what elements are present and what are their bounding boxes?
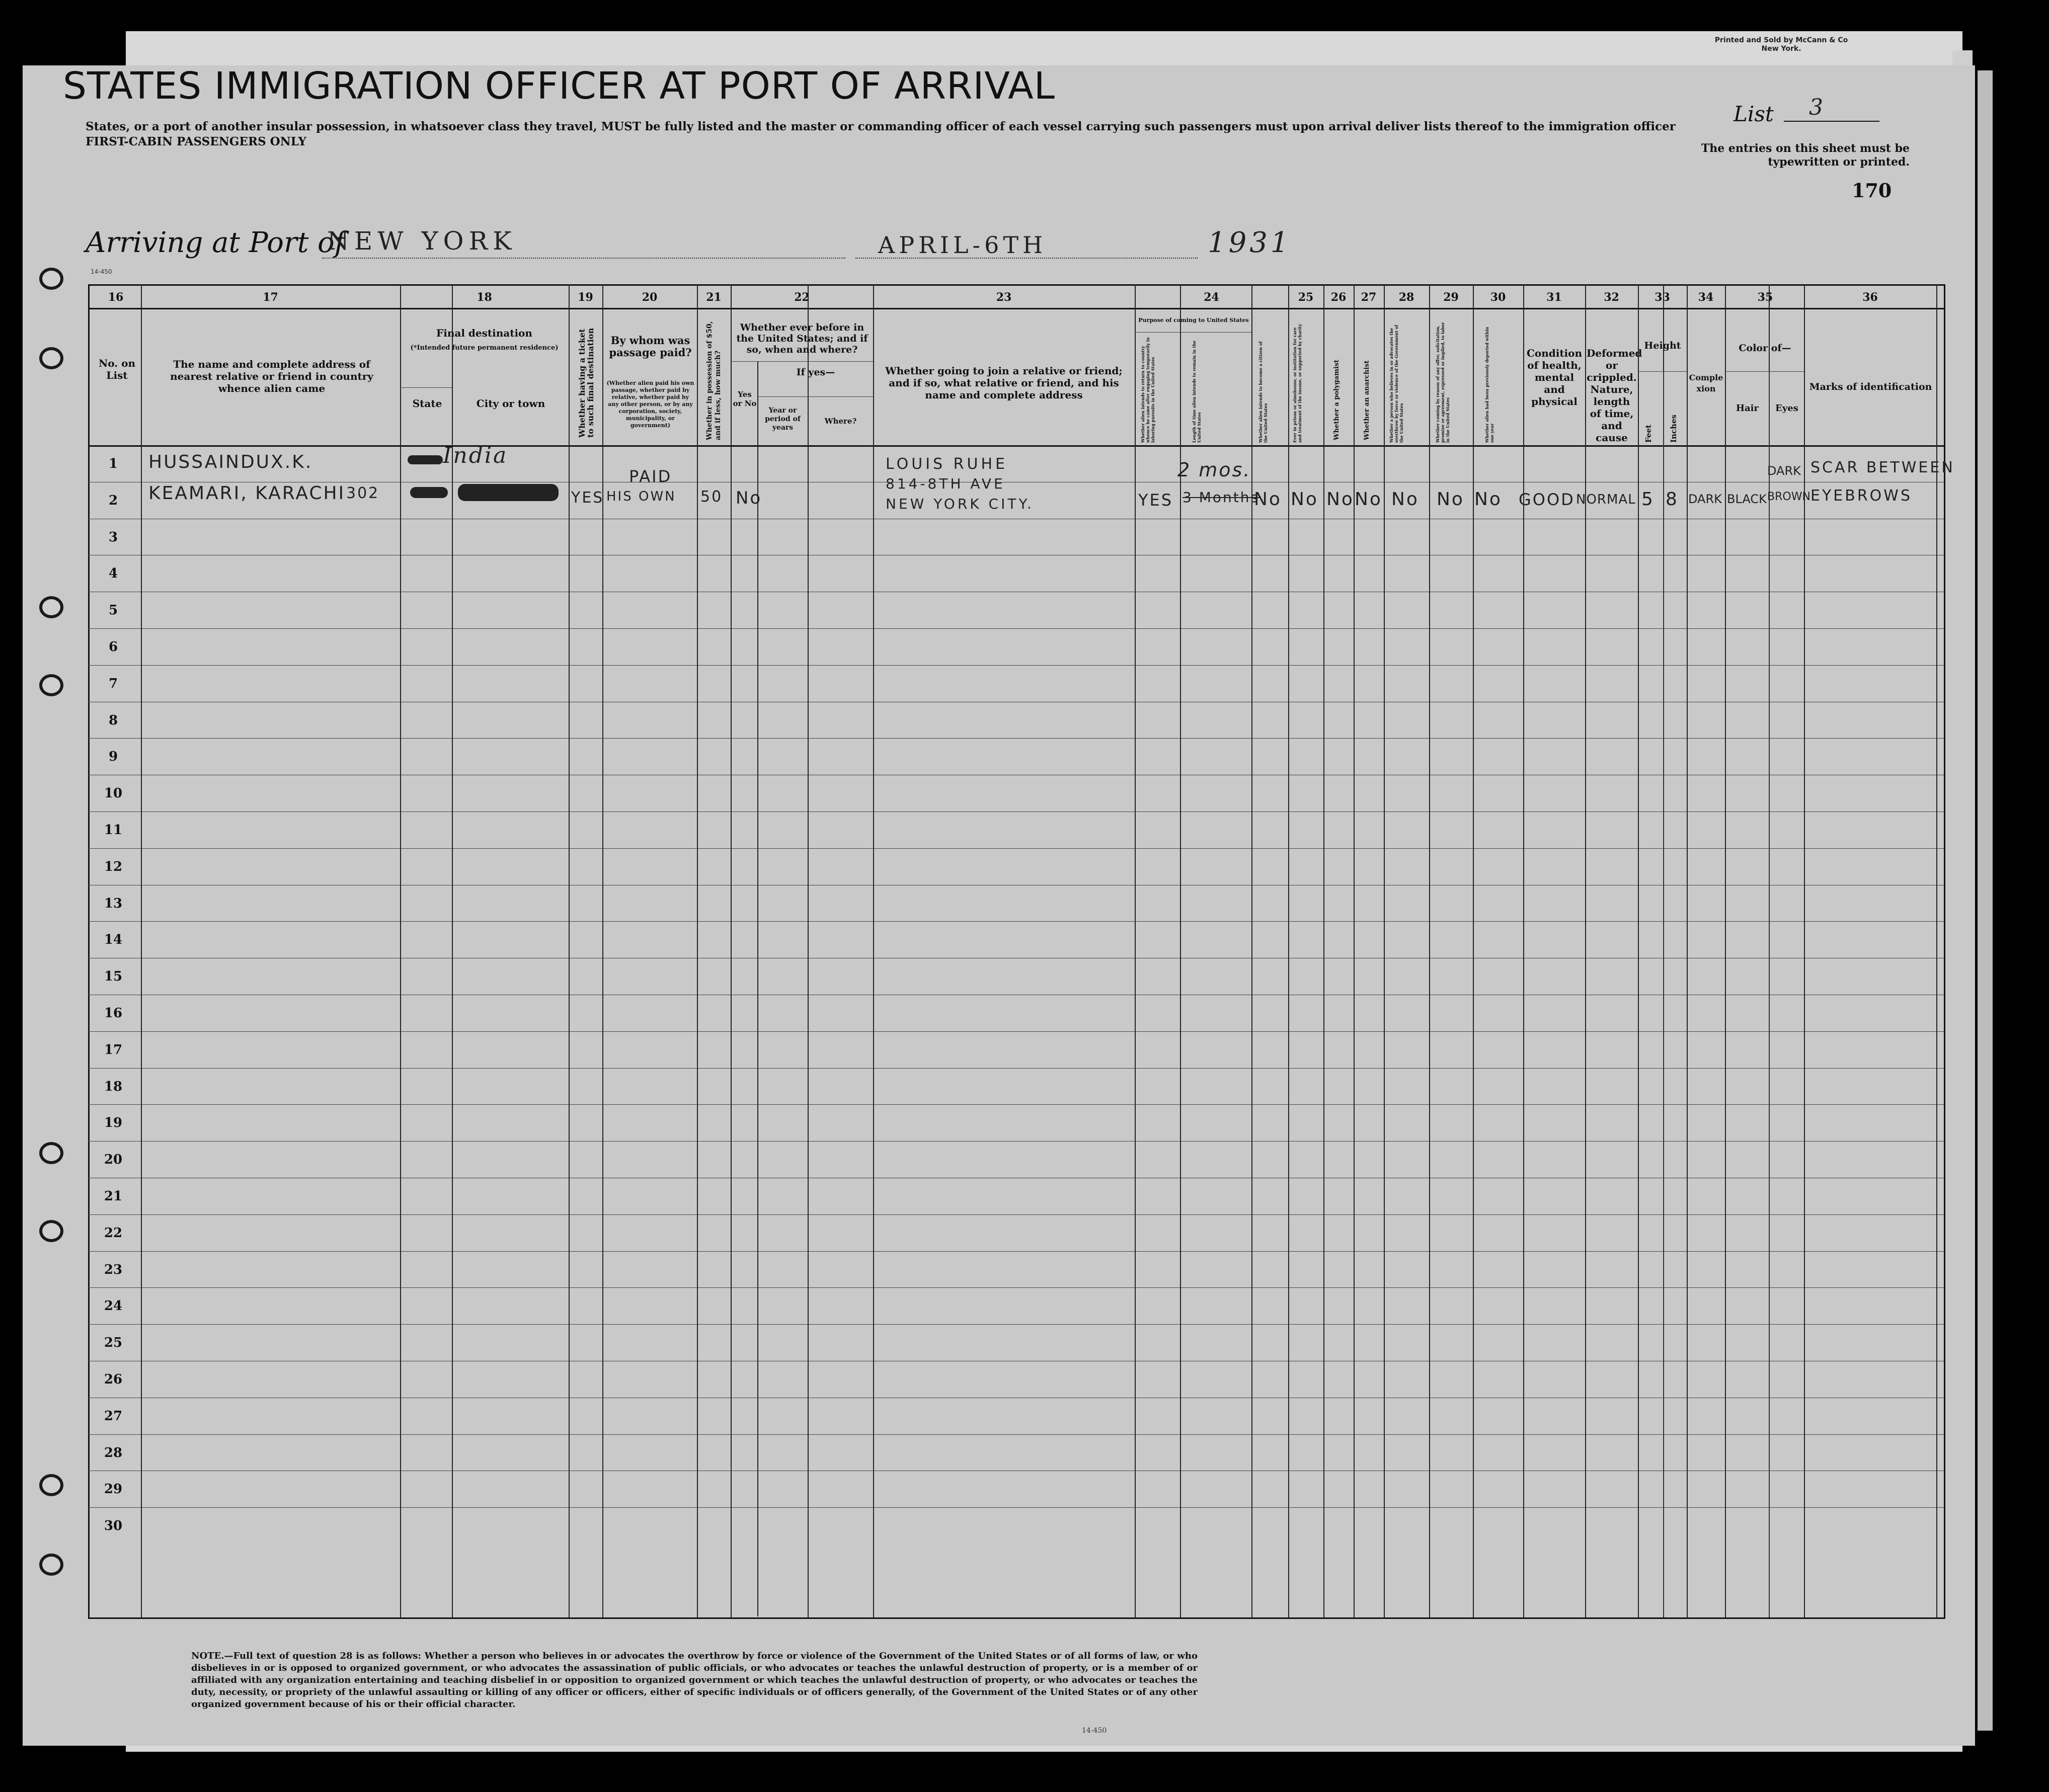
col-divider [1135,284,1136,1617]
arriving-label: Arriving at Port of [86,226,345,259]
header-yes-no: Yes or No [733,390,757,408]
header-color-of: Color of— [1739,343,1791,354]
entry-money: 50 [700,488,723,506]
header-before-us: Whether ever before in the United States; and if so, when and where? [736,322,868,355]
entry-marks-line2: EYEBROWS [1810,487,1912,505]
column-number: 25 [1298,291,1314,304]
col-divider [1384,284,1385,1617]
row-rule [88,1104,1944,1105]
header-purpose-b: Length of time alien intends to remain in the United States [1192,340,1202,443]
row-number: 17 [104,1042,123,1057]
row-number: 2 [108,493,118,508]
row-number: 19 [104,1115,123,1131]
header-final-destination-note: (*Intended future permanent residence) [410,344,559,352]
col-divider [1180,284,1181,1617]
col-divider [1638,284,1639,1617]
column-number: 33 [1654,291,1670,304]
col-divider [808,284,809,1617]
entry-purpose-return: YES [1138,491,1173,510]
row-number: 20 [104,1152,123,1168]
row-rule [88,1251,1944,1252]
entry-length-stay-struck: 3 Months [1183,489,1260,506]
subhead-rule [1725,371,1805,372]
date-dotted-line [855,258,1198,259]
header-where: Where? [824,417,857,426]
footer-form-code: 14-450 [1082,1727,1107,1735]
strikeout [410,487,448,498]
entry-feet: 5 [1641,489,1654,510]
page-number: 170 [1852,179,1892,202]
row-rule [88,1507,1944,1508]
row-number: 18 [104,1079,123,1094]
row-number: 10 [104,786,123,801]
row-rule [88,848,1944,849]
row-rule [88,1287,1944,1288]
entry-before-us: No [736,488,762,508]
list-label: List [1733,102,1774,126]
row-rule [88,665,1944,666]
col-divider [1473,284,1474,1617]
binder-hole [39,347,63,369]
col-divider [1251,284,1252,1617]
column-number: 23 [996,291,1012,304]
passenger-class: FIRST-CABIN PASSENGERS ONLY [86,135,306,148]
header-marks: Marks of identification [1809,381,1932,392]
header-ticket: Whether having a ticket to such final destination [577,328,595,438]
column-number: 34 [1698,291,1714,304]
column-number: 35 [1757,291,1773,304]
row-number: 11 [104,823,123,838]
entry-joining-name: LOUIS RUHE [886,455,1008,473]
row-rule [88,1214,1944,1215]
typewritten-note: The entries on this sheet must be typewritten or printed. [1701,142,1910,169]
header-rule [88,308,1944,309]
row-number: 30 [104,1518,123,1534]
column-number: 31 [1546,291,1562,304]
arrival-year: 1931 [1208,226,1292,259]
row-number: 21 [104,1189,123,1204]
col-divider [697,284,698,1617]
binder-hole [39,1554,63,1576]
row-number: 27 [104,1408,123,1424]
column-number: 22 [794,291,810,304]
binder-hole [39,1220,63,1242]
entry-paid: PAID [629,467,672,486]
header-description: States, or a port of another insular possession, in whatsoever class they travel, MUST be fully listed and the master or commanding officer of each vessel carrying such passengers must upon arrival deliver lists thereof to the immigration officer [86,120,1676,133]
column-number: 19 [578,291,593,304]
row-number: 22 [104,1225,123,1241]
binder-hole [39,1474,63,1496]
column-number: 36 [1862,291,1878,304]
binder-hole [39,268,63,290]
header-polygamist: Whether a polygamist [1333,359,1341,440]
header-purpose-c: Whether alien intends to become a citizen of the United States [1258,341,1268,443]
header-city: City or town [476,397,545,410]
row-number: 29 [104,1482,123,1497]
entry-q29: No [1437,489,1464,510]
row-number: 14 [104,932,123,948]
header-hair: Hair [1736,403,1759,414]
printer-imprint [1676,36,1887,53]
col-divider [873,284,874,1617]
header-purpose-a: Whether alien intends to return to country whence he came after engaging temporarily in laboring pursuits in the United States [1140,337,1155,443]
binder-hole [39,596,63,618]
entry-relative-name: HUSSAINDUX.K. [148,452,313,472]
column-number: 26 [1330,291,1347,304]
entry-eyes-line2: BROWN [1767,491,1810,503]
header-state: State [412,397,442,410]
arrival-date: APRIL-6TH [878,231,1047,259]
entry-inches: 8 [1666,489,1679,510]
printer-line: Printed and Sold by McCann & Co [1714,36,1848,44]
page-title: STATES IMMIGRATION OFFICER AT PORT OF ARRIVAL [63,64,1056,108]
printer-city: New York. [1761,45,1801,53]
header-eyes: Eyes [1775,403,1798,414]
header-q29: Whether coming by reason of any offer, solicitation, promise or agreement, expressed or implied, to labor in the United States [1435,322,1450,443]
entry-anarchist: No [1355,489,1382,510]
list-underline [1784,121,1879,122]
row-rule [88,628,1944,629]
row-number: 3 [108,529,118,545]
column-number: 29 [1443,291,1459,304]
entry-state-script: India [443,443,508,468]
header-deformed: Deformed or crippled. Nature, length of time, and cause [1587,347,1642,444]
col-divider [1663,371,1664,1616]
row-rule [88,921,1944,922]
header-joining: Whether going to join a relative or friend; and if so, what relative or friend, and his name and complete address [885,365,1123,401]
subhead-rule [1135,332,1251,333]
col-divider [1687,284,1688,1617]
entry-citizen: No [1254,489,1282,510]
col-divider [757,361,758,1616]
header-no-on-list: No. on List [98,357,136,381]
col-divider [452,284,453,1617]
row-rule [88,1324,1944,1325]
entry-polygamist: No [1326,489,1354,510]
row-number: 6 [108,639,118,655]
row-number: 9 [108,749,118,765]
header-feet: Feet [1644,425,1653,443]
entry-ticket: YES [571,489,604,507]
column-number: 32 [1604,291,1619,304]
row-number: 24 [104,1298,123,1314]
header-q30: Whether alien had been previously deported within one year [1484,327,1494,443]
col-divider [1288,284,1289,1617]
col-divider [731,284,732,1617]
column-number: 17 [263,291,278,304]
col-divider [1936,284,1937,1617]
header-nearest-relative: The name and complete address of nearest relative or friend in country whence alien came [170,358,373,394]
subhead-rule [400,387,452,388]
col-divider [1725,284,1726,1617]
header-anarchist: Whether an anarchist [1363,360,1371,440]
header-complexion: Complexion [1689,373,1723,393]
header-paid-by: By whom was passage paid? [609,334,692,359]
row-rule [88,1068,1944,1069]
port-dotted-line [322,258,845,259]
header-condition: Condition of health, mental and physical [1526,347,1583,408]
col-divider [1585,284,1586,1617]
row-rule [88,738,1944,739]
header-year-period: Year or period of years [765,406,801,432]
row-number: 13 [104,895,123,911]
row-number: 5 [108,603,118,618]
row-rule [88,1434,1944,1435]
entry-relative-address: KEAMARI, KARACHI [148,483,346,504]
row-number: 12 [104,859,123,874]
row-number: 8 [108,712,118,728]
entry-marks-line1: SCAR BETWEEN [1810,459,1955,476]
column-number: 20 [642,291,658,304]
header-purpose: Purpose of coming to United States [1138,317,1249,323]
port-of-arrival: NEW YORK [327,226,517,256]
row-number: 23 [104,1262,123,1277]
entry-q28: No [1391,489,1419,510]
entry-hair: BLACK [1727,492,1767,506]
column-number: 28 [1398,291,1414,304]
col-divider [602,284,603,1617]
entry-condition: GOOD [1519,490,1575,509]
question-28-note: NOTE.—Full text of question 28 is as follows: Whether a person who believes in or advocates the overthrow by force or violence of the Government of the United States or of all forms of law, or who disbelieves in or is opposed to organized government, or who advocates the assassination of public officials, or who advocates or teaches the unlawful destruction of property, or is a member of or affiliated with any organization entertaining and teaching disbelief in or opposition to organized government or which teaches the unlawful destruction of property, or who advocates or teaches the duty, necessity, or propriety of the unlawful assaulting or killing of any officer or officers, either of specific individuals or of officers generally, of the Government of the United States or of any other organized government because of his or their official character. [191,1651,1198,1709]
entry-q30: No [1474,489,1502,510]
col-divider [1323,284,1324,1617]
col-divider [400,284,401,1617]
entry-eyes-line1: DARK [1767,464,1801,478]
column-number: 30 [1490,291,1506,304]
header-if-yes: If yes— [796,367,835,378]
col-divider [1429,284,1430,1617]
row-number: 15 [104,969,123,985]
entry-complexion: DARK [1688,492,1722,506]
header-money: Whether in possession of $50, and if less, how much? [705,321,722,440]
header-paid-by-note: (Whether alien paid his own passage, whether paid by relative, whether paid by any other person, or by any corporation, society, municipality, or government) [606,380,694,429]
entry-joining-city: NEW YORK CITY. [886,496,1034,512]
strikeout [408,455,443,464]
column-number: 21 [706,291,722,304]
col-divider [1804,284,1805,1617]
column-number: 16 [108,291,124,304]
row-number: 28 [104,1445,123,1460]
header-prison: Ever in prison or almshouse, or institution for care and treatment of the insane, or supported by charity [1292,323,1302,443]
row-number: 26 [104,1372,123,1387]
row-number: 25 [104,1335,123,1351]
col-divider [1354,284,1355,1617]
entry-prison: No [1291,489,1318,510]
entry-paid-by: HIS OWN [606,489,676,504]
col-divider [1523,284,1524,1617]
subhead-rule [1638,371,1687,372]
column-number: 27 [1361,291,1377,304]
entry-length-stay: 2 mos. [1177,459,1251,481]
header-final-destination: Final destination [436,327,532,339]
binder-hole [39,674,63,696]
row-number: 7 [108,676,118,691]
list-number: 3 [1809,95,1823,120]
row-number: 16 [104,1006,123,1021]
header-q28: Whether a person who believes in or advocates the overthrow by force or violence of the Government of the United States [1389,324,1404,443]
row-number: 1 [108,456,118,471]
header-inches: Inches [1669,415,1678,443]
binder-hole [39,1142,63,1164]
subhead-rule [731,361,873,362]
form-code: 14-450 [91,268,112,275]
entry-deformed: NORMAL [1576,492,1636,507]
row-rule [88,811,1944,812]
subhead-rule [757,396,873,397]
backing-sheet-edge [1978,70,1993,1731]
entry-relative-number: 302 [346,484,380,502]
row-rule [88,1141,1944,1142]
strikeout [458,484,559,501]
entry-joining-street: 814-8TH AVE [886,475,1005,492]
header-bottom-rule [88,445,1944,447]
col-divider [141,284,142,1617]
column-number: 24 [1204,291,1219,304]
column-number: 18 [477,291,492,304]
col-divider [569,284,570,1617]
row-number: 4 [108,566,118,582]
row-rule [88,1031,1944,1032]
header-height: Height [1644,340,1681,351]
